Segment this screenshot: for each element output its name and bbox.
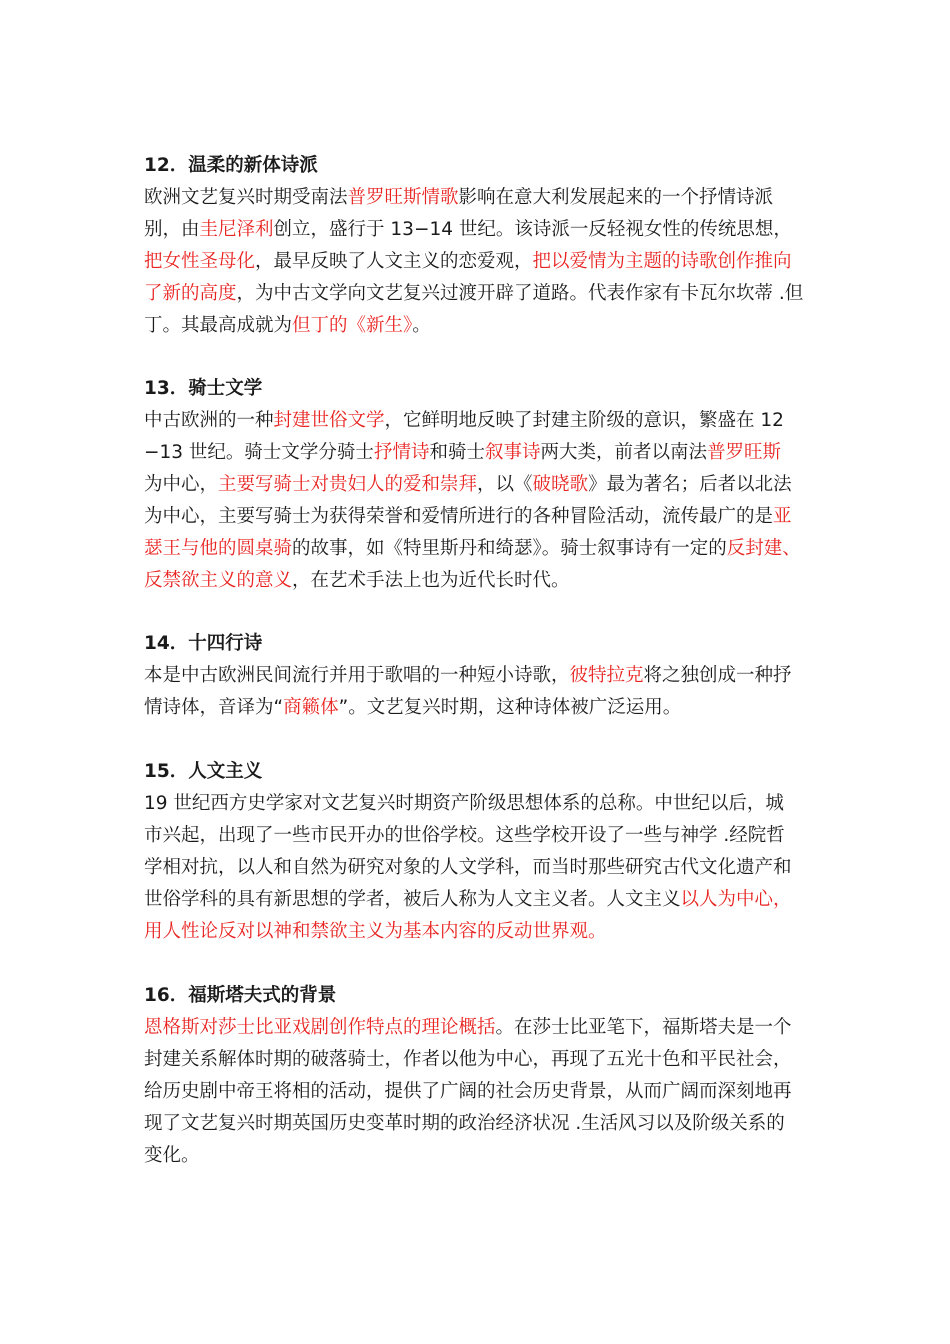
entry-16 xyxy=(144,980,814,1172)
body-text: 将之独创成一种抒 xyxy=(643,665,792,686)
body-text: 情诗体，音译为“ xyxy=(144,697,284,718)
body-text: 为中心， xyxy=(144,474,219,495)
body-text: 创立，盛行于 13−14 世纪。该诗派一反轻视女性的传统思想， xyxy=(273,219,792,240)
body-text: 。 xyxy=(412,315,431,336)
highlighted-text: 叙事诗 xyxy=(484,442,541,463)
paragraph-line xyxy=(144,820,814,852)
highlighted-text: 瑟王与他的圆桌骑 xyxy=(144,538,293,559)
body-text: 影响在意大利发展起来的一个抒情诗派 xyxy=(458,187,774,208)
highlighted-text: 用人性论反对以神和禁欲主义为基本内容的反动世界观。 xyxy=(144,921,607,942)
body-text: ，在艺术手法上也为近代长时代。 xyxy=(292,570,570,591)
paragraph-line xyxy=(144,278,814,310)
highlighted-text: 普罗旺斯 xyxy=(707,442,782,463)
body-text: 欧洲文艺复兴时期受南法 xyxy=(144,187,348,208)
paragraph-line xyxy=(144,660,814,692)
paragraph-line xyxy=(144,565,814,597)
body-text: 学相对抗，以人和自然为研究对象的人文学科，而当时那些研究古代文化遗产和 xyxy=(144,857,792,878)
paragraph-line xyxy=(144,469,814,501)
body-text: ，它鲜明地反映了封建主阶级的意识，繁盛在 12 xyxy=(384,410,784,431)
body-text: 。在莎士比亚笔下，福斯塔夫是一个 xyxy=(495,1017,792,1038)
entry-title: 14．十四行诗 xyxy=(144,633,263,654)
highlighted-text: 恩格斯对莎士比亚戏剧创作特点的理论概括 xyxy=(144,1017,496,1038)
highlighted-text: 主要写骑士对贵妇人的爱和崇拜 xyxy=(218,474,478,495)
highlighted-text: 破晓歌 xyxy=(532,474,589,495)
paragraph-line xyxy=(144,533,814,565)
paragraph-line xyxy=(144,437,814,469)
body-text: 世俗学科的具有新思想的学者，被后人称为人文主义者。人文主义 xyxy=(144,889,681,910)
entry-12 xyxy=(144,150,814,342)
paragraph-line xyxy=(144,916,814,948)
highlighted-text: 把女性圣母化 xyxy=(144,251,256,272)
paragraph-line xyxy=(144,405,814,437)
entry-13 xyxy=(144,373,814,597)
paragraph-line xyxy=(144,1108,814,1140)
body-text: ，最早反映了人文主义的恋爱观， xyxy=(255,251,533,272)
body-text: 19 世纪西方史学家对文艺复兴时期资产阶级思想体系的总称。中世纪以后，城 xyxy=(144,793,784,814)
highlighted-text: 圭尼泽利 xyxy=(199,219,274,240)
paragraph-line xyxy=(144,1076,814,1108)
highlighted-text: 反封建、 xyxy=(726,538,801,559)
highlighted-text: 以人为中心， xyxy=(680,889,792,910)
paragraph-line xyxy=(144,692,814,724)
body-text: 给历史剧中帝王将相的活动，提供了广阔的社会历史背景，从而广阔而深刻地再 xyxy=(144,1081,792,1102)
entry-title: 16．福斯塔夫式的背景 xyxy=(144,985,337,1006)
body-text: ，以《 xyxy=(477,474,533,495)
body-text: 变化。 xyxy=(144,1145,200,1166)
entry-14 xyxy=(144,628,814,724)
paragraph-line xyxy=(144,214,814,246)
body-text: 别，由 xyxy=(144,219,200,240)
body-text: 封建关系解体时期的破落骑士，作者以他为中心，再现了五光十色和平民社会， xyxy=(144,1049,792,1070)
paragraph-line xyxy=(144,1140,814,1172)
highlighted-text: 抒情诗 xyxy=(373,442,430,463)
body-text: 的故事，如《特里斯丹和绮瑟》。骑士叙事诗有一定的 xyxy=(292,538,727,559)
body-text: 市兴起，出现了一些市民开办的世俗学校。这些学校开设了一些与神学 .经院哲 xyxy=(144,825,785,846)
body-text: 现了文艺复兴时期英国历史变革时期的政治经济状况 .生活风习以及阶级关系的 xyxy=(144,1113,785,1134)
body-text: 本是中古欧洲民间流行并用于歌唱的一种短小诗歌， xyxy=(144,665,570,686)
paragraph-line xyxy=(144,884,814,916)
highlighted-text: 封建世俗文学 xyxy=(273,410,385,431)
body-text: 和骑士 xyxy=(429,442,485,463)
paragraph-line xyxy=(144,1044,814,1076)
paragraph-line xyxy=(144,852,814,884)
body-text: 》最为著名；后者以北法 xyxy=(588,474,792,495)
highlighted-text: 亚 xyxy=(773,506,792,527)
highlighted-text: 把以爱情为主题的诗歌创作推向 xyxy=(532,251,792,272)
highlighted-text: 商籁体 xyxy=(283,697,339,718)
paragraph-line xyxy=(144,310,814,342)
body-text: ，为中古文学向文艺复兴过渡开辟了道路。代表作家有卡瓦尔坎蒂 .但 xyxy=(236,283,804,304)
entry-title: 12．温柔的新体诗派 xyxy=(144,155,318,176)
highlighted-text: 但丁的《新生》 xyxy=(292,315,413,336)
entry-title: 15．人文主义 xyxy=(144,761,263,782)
body-text: 为中心，主要写骑士为获得荣誉和爱情所进行的各种冒险活动，流传最广的是 xyxy=(144,506,774,527)
paragraph-line xyxy=(144,1012,814,1044)
body-text: 中古欧洲的一种 xyxy=(144,410,274,431)
paragraph-line xyxy=(144,246,814,278)
highlighted-text: 反禁欲主义的意义 xyxy=(144,570,293,591)
entry-15 xyxy=(144,756,814,948)
body-text: ”。文艺复兴时期，这种诗体被广泛运用。 xyxy=(338,697,682,718)
highlighted-text: 了新的高度 xyxy=(144,283,237,304)
paragraph-line xyxy=(144,182,814,214)
highlighted-text: 普罗旺斯情歌 xyxy=(347,187,459,208)
entry-title: 13．骑士文学 xyxy=(144,378,263,399)
body-text: 两大类，前者以南法 xyxy=(540,442,707,463)
body-text: 丁。其最高成就为 xyxy=(144,315,293,336)
highlighted-text: 彼特拉克 xyxy=(569,665,644,686)
paragraph-line xyxy=(144,788,814,820)
body-text: −13 世纪。骑士文学分骑士 xyxy=(144,442,374,463)
paragraph-line xyxy=(144,501,814,533)
